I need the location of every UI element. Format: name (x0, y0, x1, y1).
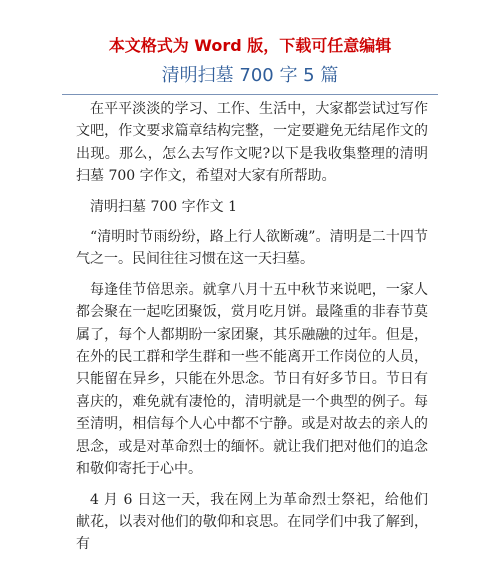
title-divider (62, 94, 438, 95)
paragraph-qingming-poem: “清明时节雨纷纷，路上行人欲断魂”。清明是二十四节气之一。民间往往习惯在这一天扫墓。 (76, 229, 428, 268)
paragraph-festivals: 每逢佳节倍思亲。就拿八月十五中秋节来说吧，一家人都会聚在一起吃团聚饭，赏月吃月饼。最隆重的非春节莫属了，每个人都期盼一家团聚，其乐融融的过年。但是，在外的民工群和学生群和一些不能离开工作岗位的人员，只能留在异乡，只能在外思念。节日有好多节日。节日有喜庆的，难免就有凄怆的，清明就是一个典型的例子。每至清明，相信每个人心中都不宁静。或是对故去的亲人的思念，或是对革命烈士的缅怀。就让我们把对他们的追念和敬仰寄托于心中。 (76, 281, 428, 478)
section-heading: 清明扫墓 700 字作文 1 (90, 198, 237, 215)
paragraph-april-sixth: 4 月 6 日这一天，我在网上为革命烈士祭祀，给他们献花，以表对他们的敬仰和哀思。在同学们中我了解到，有 (76, 491, 428, 553)
word-format-banner: 本文格式为 Word 版，下载可任意编辑 (108, 36, 392, 55)
document-title: 清明扫墓 700 字 5 篇 (161, 65, 339, 86)
document-body (76, 98, 428, 564)
paragraph-intro: 在平平淡淡的学习、工作、生活中，大家都尝试过写作文吧，作文要求篇章结构完整，一定要避免无结尾作文的出现。那么，怎么去写作文呢?以下是我收集整理的清明扫墓 700 字作文，希望对大家有所帮助。 (76, 101, 428, 185)
